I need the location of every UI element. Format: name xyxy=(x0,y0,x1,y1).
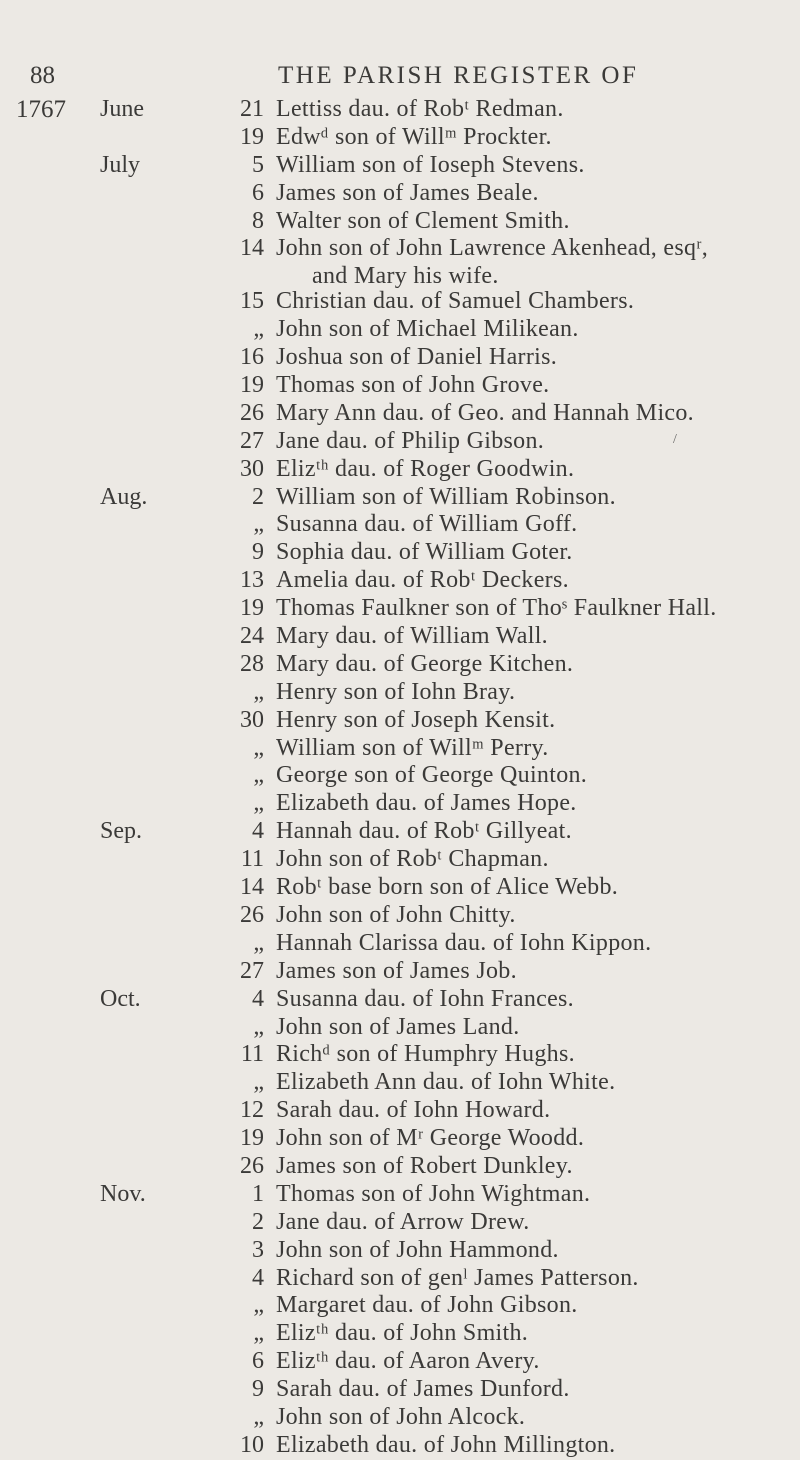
entry-day: 9 xyxy=(252,1376,264,1403)
entry-day: „ xyxy=(253,1292,264,1319)
entry-row xyxy=(0,762,800,790)
entry-row xyxy=(0,456,800,484)
entry-day: 11 xyxy=(240,846,264,873)
entry-text: John son of John Alcock. xyxy=(276,1403,526,1430)
entry-row xyxy=(0,1265,800,1293)
entry-row xyxy=(0,288,800,316)
entry-text: and Mary his wife. xyxy=(312,263,499,290)
entry-row xyxy=(0,790,800,818)
entry-day: 15 xyxy=(240,288,264,315)
entry-row xyxy=(0,1320,800,1348)
entry-day: 3 xyxy=(252,1236,264,1263)
entry-row xyxy=(0,874,800,902)
entry-text: William son of Ioseph Stevens. xyxy=(276,151,585,178)
entry-row xyxy=(0,372,800,400)
entry-day: „ xyxy=(253,678,264,705)
entry-row xyxy=(0,344,800,372)
entry-text: Susanna dau. of Iohn Frances. xyxy=(276,985,574,1012)
entry-text: Amelia dau. of Robᵗ Deckers. xyxy=(276,567,569,594)
entry-text: Elizabeth dau. of John Millington. xyxy=(276,1431,616,1458)
entry-day: 27 xyxy=(240,427,264,454)
entry-text: Robᵗ base born son of Alice Webb. xyxy=(276,874,619,901)
entry-row xyxy=(0,400,800,428)
entry-day: „ xyxy=(253,929,264,956)
entry-row xyxy=(0,818,800,846)
entry-text: John son of John Chitty. xyxy=(276,901,516,928)
entry-text: John son of Mʳ George Woodd. xyxy=(276,1125,585,1152)
entry-text: Joshua son of Daniel Harris. xyxy=(276,344,558,371)
entry-text: Thomas son of John Wightman. xyxy=(276,1180,591,1207)
entry-month: Nov. xyxy=(100,1180,146,1207)
entry-row xyxy=(0,986,800,1014)
entry-row xyxy=(0,208,800,236)
entry-row xyxy=(0,1237,800,1265)
entry-text: James son of James Job. xyxy=(276,957,517,984)
entry-row xyxy=(0,651,800,679)
entry-day: 30 xyxy=(240,706,264,733)
entry-row xyxy=(0,96,800,124)
entry-day: 14 xyxy=(240,235,264,262)
entry-day: 2 xyxy=(252,1208,264,1235)
entry-day: 26 xyxy=(240,1152,264,1179)
entry-day: 27 xyxy=(240,957,264,984)
entry-day: 5 xyxy=(252,151,264,178)
entry-row xyxy=(0,595,800,623)
entry-day: 13 xyxy=(240,567,264,594)
entry-row xyxy=(0,846,800,874)
entry-text: John son of Michael Milikean. xyxy=(276,316,579,343)
entry-month: Sep. xyxy=(100,818,142,845)
entry-row xyxy=(0,1376,800,1404)
entry-row xyxy=(0,316,800,344)
entry-row xyxy=(0,623,800,651)
entry-row xyxy=(0,1404,800,1432)
entry-row xyxy=(0,484,800,512)
entry-text: Elizᵗʰ dau. of Aaron Avery. xyxy=(276,1348,540,1375)
entry-day: 10 xyxy=(240,1431,264,1458)
entry-day: „ xyxy=(253,1403,264,1430)
entry-day: 4 xyxy=(252,818,264,845)
entry-text: John son of John Lawrence Akenhead, esqʳ, xyxy=(276,235,709,262)
entry-day: 19 xyxy=(240,1125,264,1152)
entry-month: July xyxy=(100,151,141,178)
entry-text: Margaret dau. of John Gibson. xyxy=(276,1292,578,1319)
entry-row xyxy=(0,1181,800,1209)
entry-day: 24 xyxy=(240,623,264,650)
entry-month: Oct. xyxy=(100,985,141,1012)
entry-text: William son of William Robinson. xyxy=(276,483,616,510)
entry-day: 12 xyxy=(240,1097,264,1124)
entry-row xyxy=(0,1209,800,1237)
entry-day: 8 xyxy=(252,207,264,234)
entry-day: 16 xyxy=(240,344,264,371)
entry-text: Elizabeth dau. of James Hope. xyxy=(276,790,577,817)
entry-row xyxy=(0,1348,800,1376)
year-label: 1767 xyxy=(16,96,66,123)
margin-mark: / xyxy=(673,432,677,447)
entry-row xyxy=(0,1014,800,1042)
entry-text: Sarah dau. of Iohn Howard. xyxy=(276,1097,551,1124)
entry-day: 19 xyxy=(240,595,264,622)
entry-day: „ xyxy=(253,1013,264,1040)
entry-text: Richᵈ son of Humphry Hughs. xyxy=(276,1041,575,1068)
entry-day: „ xyxy=(253,762,264,789)
entry-row xyxy=(0,735,800,763)
entry-text: Hannah dau. of Robᵗ Gillyeat. xyxy=(276,818,572,845)
entry-day: 19 xyxy=(240,123,264,150)
entry-text: Henry son of Joseph Kensit. xyxy=(276,706,556,733)
entry-row xyxy=(0,1292,800,1320)
entry-row xyxy=(0,1069,800,1097)
register-entries xyxy=(0,96,800,1460)
entry-day: 11 xyxy=(240,1041,264,1068)
entry-row xyxy=(0,124,800,152)
entry-text: Jane dau. of Philip Gibson. xyxy=(276,427,545,454)
entry-day: 26 xyxy=(240,901,264,928)
entry-day: 21 xyxy=(240,96,264,122)
entry-day: 19 xyxy=(240,372,264,399)
entry-day: „ xyxy=(253,1320,264,1347)
entry-row xyxy=(0,707,800,735)
entry-row xyxy=(0,958,800,986)
entry-text: Jane dau. of Arrow Drew. xyxy=(276,1208,530,1235)
entry-row xyxy=(0,1432,800,1460)
entry-text: Sarah dau. of James Dunford. xyxy=(276,1376,570,1403)
entry-day: 2 xyxy=(252,483,264,510)
entry-row xyxy=(0,180,800,208)
page-number: 88 xyxy=(30,62,55,89)
entry-text: Edwᵈ son of Willᵐ Prockter. xyxy=(276,123,552,150)
entry-row xyxy=(0,235,800,263)
entry-day: 26 xyxy=(240,399,264,426)
entry-day: 28 xyxy=(240,650,264,677)
entry-text: John son of Robᵗ Chapman. xyxy=(276,846,549,873)
entry-row xyxy=(0,930,800,958)
entry-day: „ xyxy=(253,734,264,761)
entry-text: John son of James Land. xyxy=(276,1013,520,1040)
entry-text: Thomas son of John Grove. xyxy=(276,372,550,399)
entry-text: John son of John Hammond. xyxy=(276,1236,559,1263)
entry-month: June xyxy=(100,96,144,122)
entry-text: Elizabeth Ann dau. of Iohn White. xyxy=(276,1069,616,1096)
entry-row xyxy=(0,679,800,707)
entry-day: „ xyxy=(253,1069,264,1096)
entry-text: George son of George Quinton. xyxy=(276,762,588,789)
entry-row xyxy=(0,1153,800,1181)
entry-row xyxy=(0,539,800,567)
entry-day: 6 xyxy=(252,1348,264,1375)
entry-day: 30 xyxy=(240,455,264,482)
entry-day: 6 xyxy=(252,179,264,206)
running-title: THE PARISH REGISTER OF xyxy=(278,62,639,89)
entry-month: Aug. xyxy=(100,483,148,510)
entry-row xyxy=(0,1125,800,1153)
entry-continuation-row xyxy=(0,263,800,288)
entry-day: 1 xyxy=(252,1180,264,1207)
entry-day: 14 xyxy=(240,874,264,901)
entry-text: Hannah Clarissa dau. of Iohn Kippon. xyxy=(276,929,652,956)
entry-text: Walter son of Clement Smith. xyxy=(276,207,570,234)
entry-text: William son of Willᵐ Perry. xyxy=(276,734,549,761)
entry-day: „ xyxy=(253,790,264,817)
entry-text: Lettiss dau. of Robᵗ Redman. xyxy=(276,96,564,122)
entry-day: „ xyxy=(253,511,264,538)
entry-day: 9 xyxy=(252,539,264,566)
entry-row xyxy=(0,428,800,456)
entry-text: Christian dau. of Samuel Chambers. xyxy=(276,288,635,315)
entry-text: James son of James Beale. xyxy=(276,179,539,206)
entry-row xyxy=(0,1041,800,1069)
entry-row xyxy=(0,567,800,595)
entry-text: Susanna dau. of William Goff. xyxy=(276,511,578,538)
entry-row xyxy=(0,1097,800,1125)
entry-text: James son of Robert Dunkley. xyxy=(276,1152,573,1179)
entry-row xyxy=(0,511,800,539)
entry-text: Sophia dau. of William Goter. xyxy=(276,539,573,566)
entry-day: 4 xyxy=(252,985,264,1012)
entry-day: „ xyxy=(253,316,264,343)
entry-text: Mary dau. of George Kitchen. xyxy=(276,650,574,677)
entry-text: Thomas Faulkner son of Thoˢ Faulkner Hall. xyxy=(276,595,717,622)
entry-row xyxy=(0,902,800,930)
entry-day: 4 xyxy=(252,1264,264,1291)
entry-text: Mary dau. of William Wall. xyxy=(276,623,548,650)
entry-text: Elizᵗʰ dau. of John Smith. xyxy=(276,1320,529,1347)
entry-text: Mary Ann dau. of Geo. and Hannah Mico. xyxy=(276,399,694,426)
entry-text: Richard son of genˡ James Patterson. xyxy=(276,1264,639,1291)
entry-row xyxy=(0,152,800,180)
entry-text: Elizᵗʰ dau. of Roger Goodwin. xyxy=(276,455,575,482)
entry-text: Henry son of Iohn Bray. xyxy=(276,678,516,705)
